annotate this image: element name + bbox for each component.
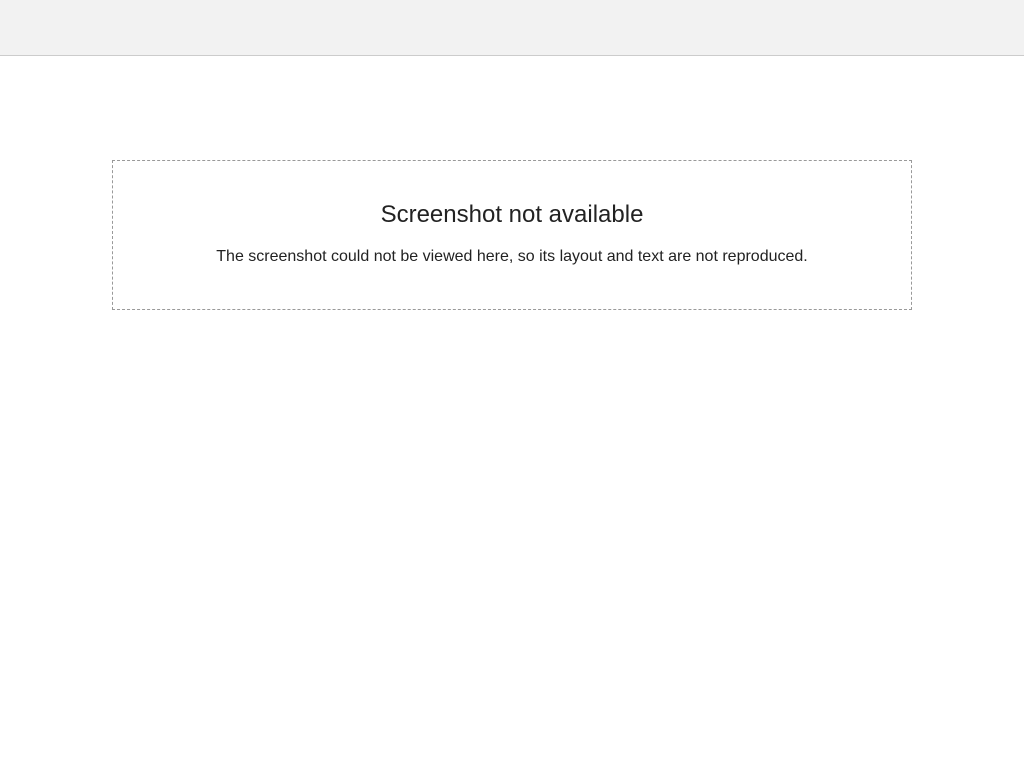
notice-text: The screenshot could not be viewed here, so its layout and text are not reproduced. bbox=[216, 248, 808, 265]
title-bar bbox=[0, 0, 1024, 56]
placeholder-notice bbox=[112, 160, 912, 310]
notice-heading: Screenshot not available bbox=[380, 201, 644, 228]
